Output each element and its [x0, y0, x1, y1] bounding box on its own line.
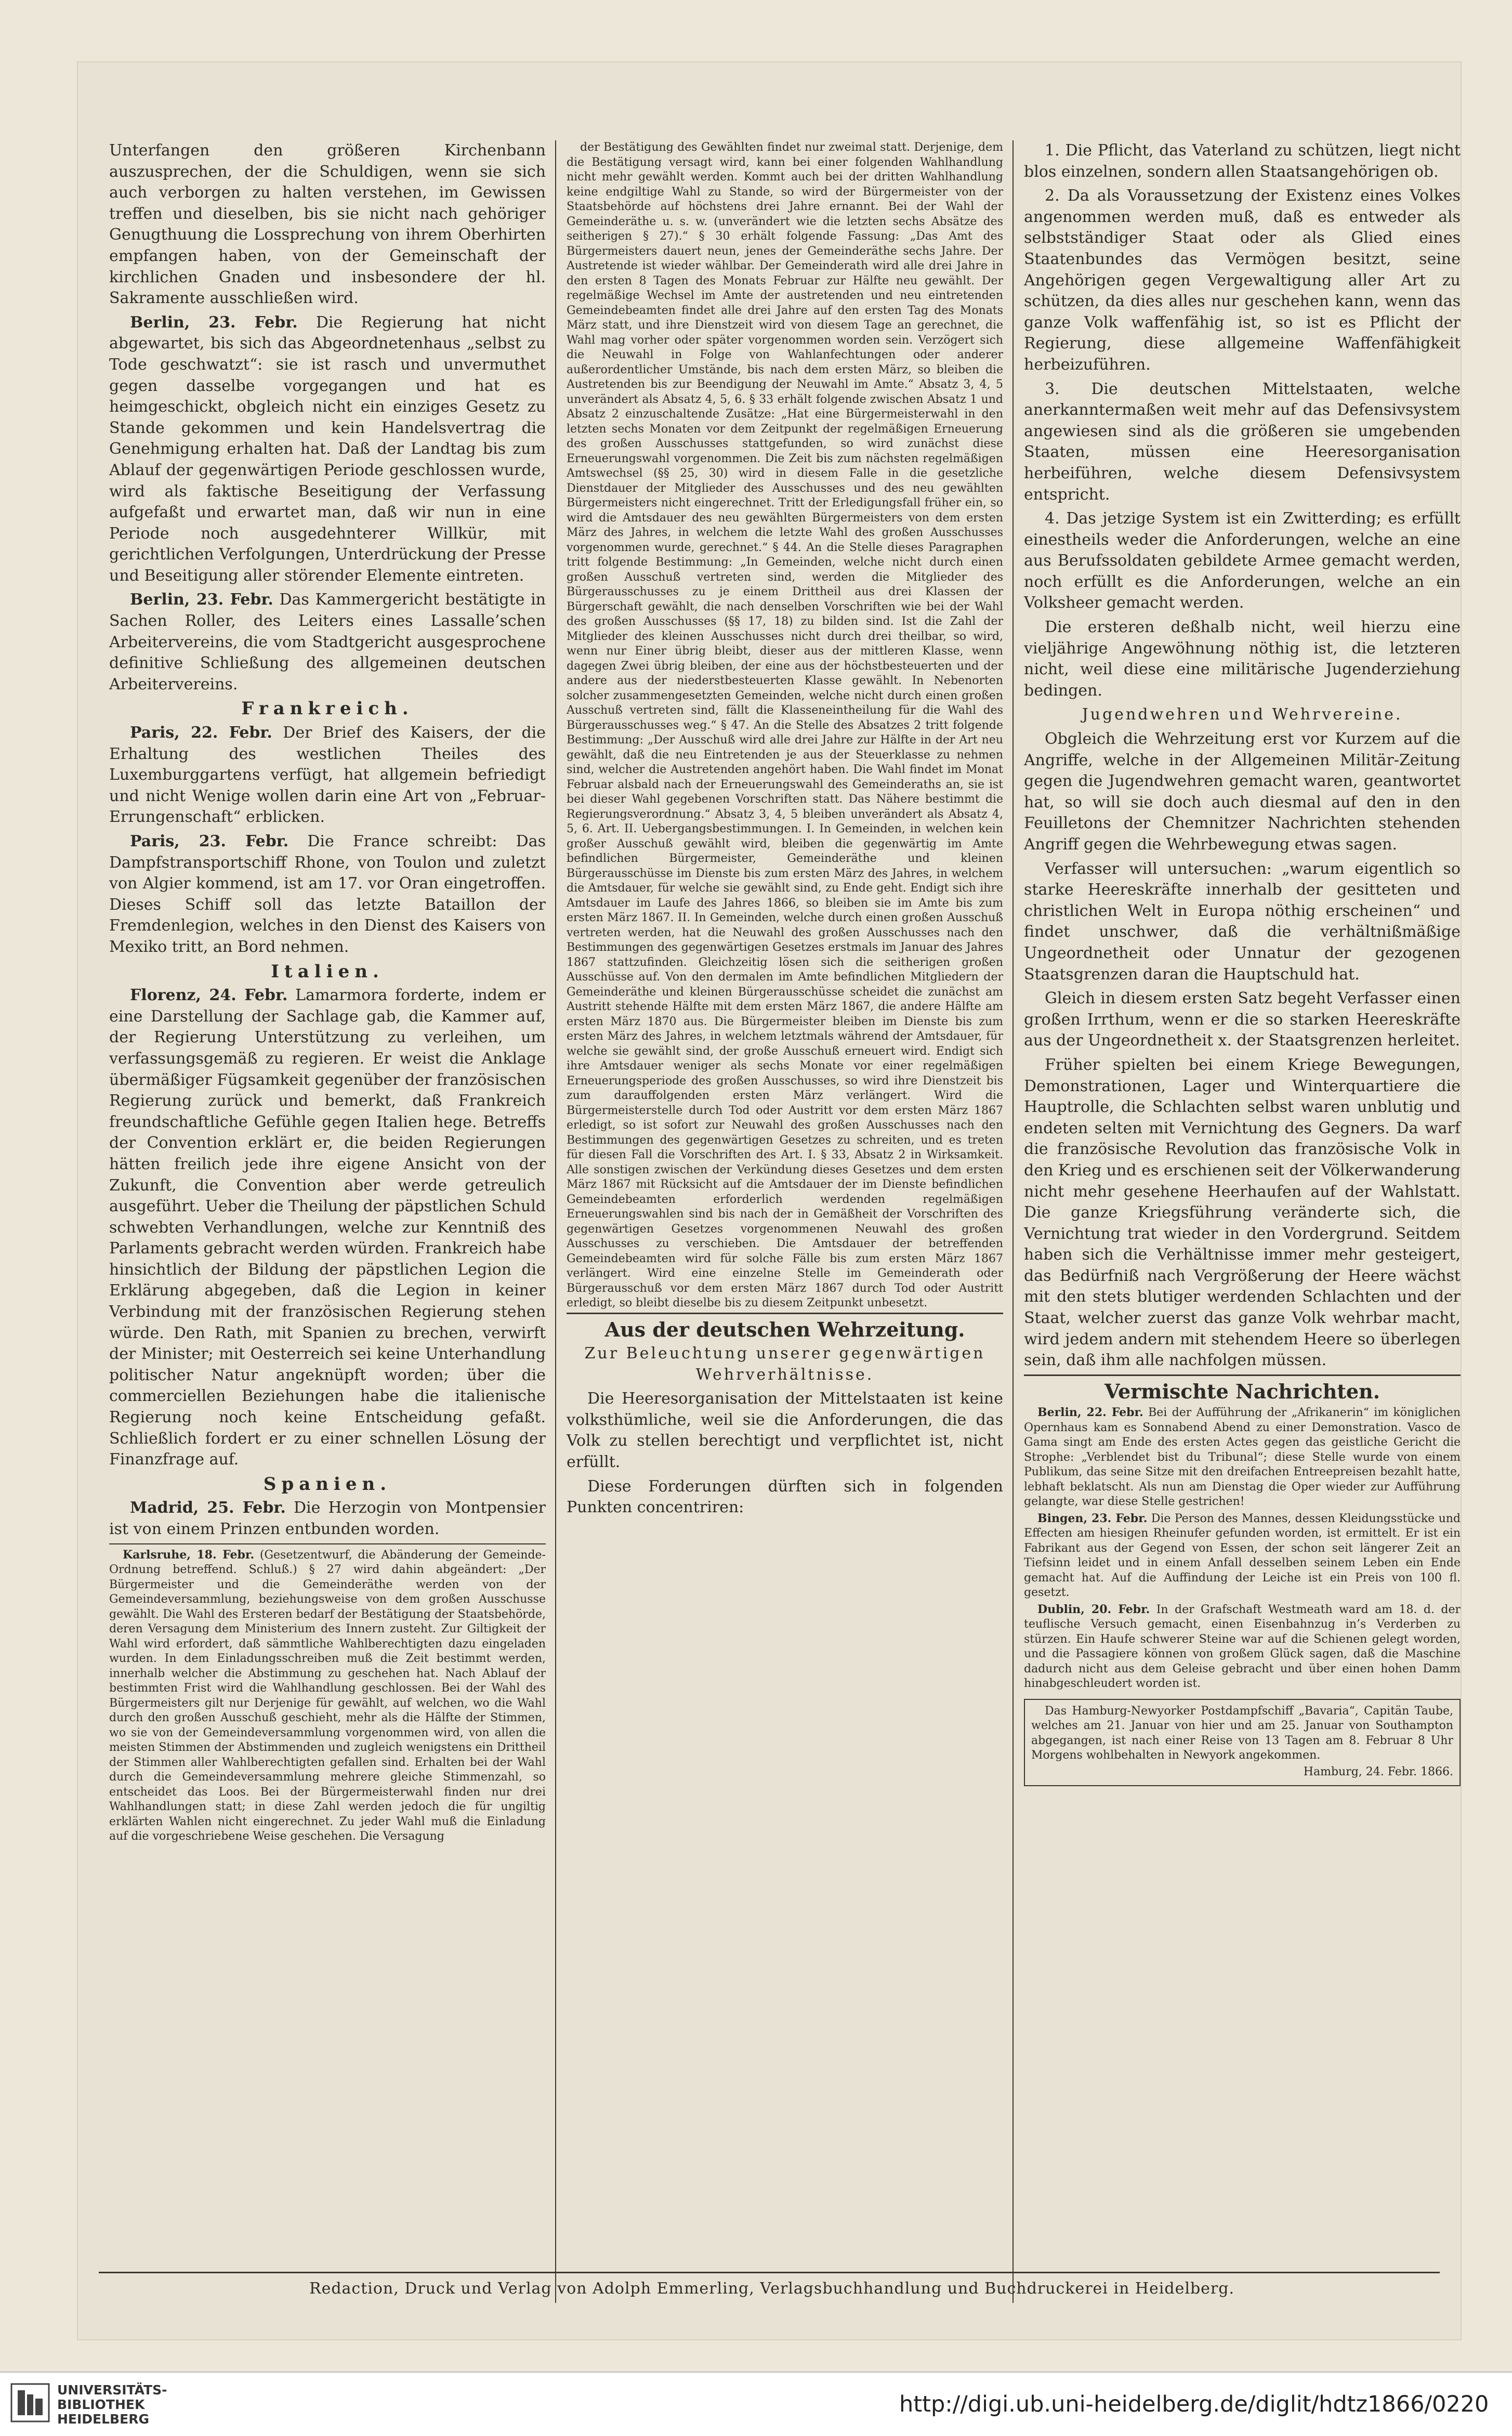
- permalink-url[interactable]: http://digi.ub.uni-heidelberg.de/diglit/hdtz1866/0220: [899, 2391, 1489, 2417]
- library-name: [57, 2383, 167, 2427]
- article-text: Unterfangen den größeren Kirchenbann auszusprechen, der die Schuldigen, wenn sie sich auch verborgen zu halten verstehen, im Gewissen treffen und dieselben, bis sie nicht nach gehöriger Genugthuung die Lossprechung von ihrem Oberhirten empfangen haben, von der Gemeinschaft der kirchlichen Gnaden und insbesondere der hl. Sakramente ausschließen wird.: [109, 141, 546, 308]
- article-text: 4. Das jetzige System ist ein Zwitterding; es erfüllt einestheils weder die Anforderungen, welche an eine aus Berufssoldaten gebildete Armee gemacht werden, noch erfüllt es die Anforderungen, welche an ein Volksheer gemacht werden.: [1024, 509, 1461, 612]
- column-1: [109, 140, 546, 1846]
- article-text: Die Person des Mannes, dessen Kleidungsstücke und Effecten am hiesigen Rheinufer gefunden worden, ist ermittelt. Er ist ein Fabrikant aus der Gegend von Essen, der schon seit längerer Zeit an Tiefsinn leidet und in einem Anfall desselben seinem Leben ein Ende gemacht hat. Auf die Auffindung der Leiche ist ein Preis von 100 fl. gesetzt.: [1024, 1512, 1461, 1600]
- library-name-line: BIBLIOTHEK: [57, 2397, 145, 2412]
- section-heading: Italien.: [271, 961, 384, 982]
- article: [109, 1548, 546, 1844]
- dateline: Bingen, 23. Febr.: [1037, 1511, 1148, 1525]
- article-text: (Gesetzentwurf, die Abänderung der Gemeinde-Ordnung betreffend. Schluß.) § 27 wird dahin abgeändert: „Der Bürgermeister und die Gemeinderäthe werden von der Gemeindeversammlung, beziehungsweise von dem großen Ausschusse gewählt. Die Wahl des Ersteren bedarf der Bestätigung der Staatsbehörde, deren Versagung dem Ministerium des Innern zusteht. Zur Giltigkeit der Wahl wird erfordert, daß sämmtliche Wahlberechtigten dazu eingeladen wurden. In dem Einladungsschreiben muß die Zeit bestimmt werden, innerhalb welcher die Abstimmung zu geschehen hat. Nach Ablauf der bestimmten Frist wird die Wahlhandlung geschlossen. Bei der Wahl des Bürgermeisters gilt nur Derjenige für gewählt, auf welchen, wo die Wahl durch den großen Ausschuß geschieht, mehr als die Hälfte der Stimmen, wo sie von der Gemeindeversammlung vorgenommen wird, von allen die meisten Stimmen der Abstimmenden und zugleich wenigstens ein Drittheil der Stimmen aller Wahlberechtigten gefallen sind. Erhalten bei der Wahl durch die Gemeindeversammlung mehrere gleiche Stimmenzahl, so entscheidet das Loos. Bei der Bürgermeisterwahl finden nur drei Wahlhandlungen statt; in diese Zahl werden jedoch die für ungiltig erklärten Wahlen nicht eingerechnet. Zu jeder Wahl muß die Einladung auf die vorgeschriebene Weise geschehen. Die Versagung: [109, 1548, 546, 1843]
- small-print-block: [567, 140, 1003, 1311]
- library-name-line: UNIVERSITÄTS-: [57, 2382, 167, 2398]
- dateline: Karlsruhe, 18. Febr.: [123, 1548, 255, 1562]
- dateline: Paris, 22. Febr.: [130, 724, 272, 742]
- footer-rule: [99, 2272, 1440, 2273]
- dateline: Berlin, 23. Febr.: [130, 313, 298, 332]
- section-heading: Aus der deutschen Wehrzeitung.: [567, 1313, 1003, 1341]
- article-text: Die ersteren deßhalb nicht, weil hierzu eine vieljährige Angewöhnung nöthig ist, die letzteren nicht, weil diese eine militärische Jugenderziehung bedingen.: [1024, 618, 1461, 700]
- shipping-notice: [1024, 1699, 1461, 1787]
- section-heading: Spanien.: [263, 1473, 392, 1495]
- small-print-block: [109, 1543, 546, 1844]
- article-text: Obgleich die Wehrzeitung erst vor Kurzem auf die Angriffe, welche in der Allgemeinen Militär-Zeitung gegen die Jugendwehren gemacht waren, geantwortet hat, so will sie doch auch diesmal auf den in den Feuilletons der Chemnitzer Nachrichten stehenden Angriff gegen die Wehrbewegung etwas sagen.: [1024, 730, 1461, 854]
- article-text: Verfasser will untersuchen: „warum eigentlich so starke Heereskräfte innerhalb der gesitteten und christlichen Welt in Europa nöthig erscheinen“ und findet unschwer, daß die verhältnißmäßige Ungeordnetheit oder Unnatur der gezogenen Staatsgrenzen daran die Hauptschuld hat.: [1024, 859, 1461, 984]
- column-3: [1024, 140, 1461, 1786]
- article-text: Früher spielten bei einem Kriege Bewegungen, Demonstrationen, Lager und Winterquartiere die Hauptrolle, die Schlachten selbst waren unblutig und endeten selten mit Vernichtung des Gegners. Da warf die französische Revolution das französische Volk in den Krieg und es erschienen seit der Völkerwanderung nicht mehr gesehene Heerhaufen auf der Wahlstatt. Die ganze Kriegsführung veränderte sich, die Vernichtung trat wieder in den Vordergrund. Seitdem haben sich die Verhältnisse immer mehr gesteigert, das Bedürfniß nach Vergrößerung der Heere wächst mit den stets blutiger werdenden Schlachten und der Staat, welcher zuerst das ganze Volk wehrbar macht, wird jedem andern mit stehendem Heere so überlegen sein, daß ihm alle nachfolgen müssen.: [1024, 1055, 1461, 1370]
- column-2: [567, 140, 1003, 1522]
- dateline: Berlin, 22. Febr.: [1037, 1406, 1143, 1420]
- dateline: Paris, 23. Febr.: [130, 832, 289, 850]
- dateline: Dublin, 20. Febr.: [1037, 1602, 1150, 1616]
- dateline: Florenz, 24. Febr.: [130, 986, 288, 1005]
- newspaper-page: [78, 62, 1461, 2339]
- section-heading: Vermischte Nachrichten.: [1024, 1374, 1461, 1403]
- article-text: Die France schreibt: Das Dampfstransportschiff Rhone, von Toulon und zuletzt von Algier kommend, ist am 17. vor Oran eingetroffen. Dieses Schiff soll das letzte Bataillon der Fremdenlegion, welches in den Dienst des Kaisers von Mexiko tritt, an Bord nehmen.: [109, 832, 546, 956]
- notice-text: Das Hamburg-Newyorker Postdampfschiff „Bavaria“, Capitän Taube, welches am 21. Januar von hier und am 25. Januar von Southampton abgegangen, ist nach einer Reise von 13 Tagen am 8. Februar 8 Uhr Morgens wohlbehalten in Newyork angekommen.: [1031, 1704, 1453, 1762]
- library-logo-icon: [10, 2383, 50, 2422]
- article-text: Die Herzogin von Montpensier ist von einem Prinzen entbunden worden.: [109, 1499, 546, 1538]
- article: [109, 1498, 546, 1540]
- column-divider: [1013, 140, 1014, 2303]
- article: [109, 590, 546, 695]
- dateline: Berlin, 23. Febr.: [130, 591, 273, 609]
- library-name-line: HEIDELBERG: [57, 2412, 149, 2427]
- article: [1024, 1602, 1461, 1692]
- article: [1024, 1511, 1461, 1601]
- article-text: Bei der Aufführung der „Afrikanerin“ im königlichen Opernhaus kam es Sonnabend Abend zu einer Demonstration. Vasco de Gama singt am Ende des ersten Actes gegen das geistliche Gericht die Strophe: „Verblendet bist du Tribunal“; diese Stelle wurde von einem Publikum, das seine Sitze mit den dreifachen Entreepreisen bezahlt hatte, lebhaft beklatscht. Als nun am Dienstag die Oper wieder zur Aufführung gelangte, war diese Stelle gestrichen!: [1024, 1406, 1461, 1509]
- article-text: 2. Da als Voraussetzung der Existenz eines Volkes angenommen werden muß, daß es entweder als selbstständiger Staat oder als Glied eines Staatenbundes das Vermögen besitzt, seine Angehörigen gegen Vergewaltigung aller Art zu schützen, da dies alles nur geschehen kann, wenn das ganze Volk waffenfähig ist, so ist es Pflicht der Regierung, diese allgemeine Waffenfähigkeit herbeizuführen.: [1024, 187, 1461, 374]
- article-text: Die Regierung hat nicht abgewartet, bis sich das Abgeordnetenhaus „selbst zu Tode geschwatzt“: sie ist rasch und unvermuthet gegen dasselbe vorgegangen und hat es heimgeschickt, obgleich nicht ein einziges Gesetz zu Stande gekommen und kein Handelsvertrag die Genehmigung erhalten hat. Daß der Landtag bis zum Ablauf der gegenwärtigen Periode geschlossen wurde, wird als faktische Beseitigung der Verfassung aufgefaßt und erwartet man, daß wir nun in eine Periode noch ausgedehnterer Willkür, mit gerichtlichen Verfolgungen, Unterdrückung der Presse und Beseitigung aller störender Elemente eintreten.: [109, 313, 546, 585]
- article-text: 1. Die Pflicht, das Vaterland zu schützen, liegt nicht blos einzelnen, sondern allen Staatsangehörigen ob.: [1024, 141, 1461, 181]
- library-footer-bar: [0, 2372, 1512, 2436]
- subheading: Zur Beleuchtung unserer gegenwärtigen Wehrverhältnisse.: [584, 1344, 985, 1384]
- article: [1024, 1405, 1461, 1510]
- article-text: Die Heeresorganisation der Mittelstaaten ist keine volksthümliche, weil sie die Anforderungen, die das Volk zu stellen berechtigt und verpflichtet ist, nicht erfüllt.: [567, 1390, 1003, 1472]
- imprint-line: Redaction, Druck und Verlag von Adolph Emmerling, Verlagsbuchhandlung und Buchdruckerei in Heidelberg.: [309, 2280, 1234, 2298]
- subheading: Jugendwehren und Wehrvereine.: [1082, 705, 1403, 724]
- article-text: der Bestätigung des Gewählten findet nur zweimal statt. Derjenige, dem die Bestätigung versagt wird, kann bei einer folgenden Wahlhandlung nicht mehr gewählt werden. Kommt auch bei der dritten Wahlhandlung keine endgiltige Wahl zu Stande, so wird der Bürgermeister von der Staatsbehörde auf höchstens drei Jahre ernannt. Bei der Wahl der Gemeinderäthe u. s. w. (unverändert wie die letzten sechs Absätze des seitherigen § 27).“ § 30 erhält folgende Fassung: „Das Amt des Bürgermeisters dauert neun, jenes der Gemeinderäthe sechs Jahre. Der Austretende ist wieder wählbar. Der Gemeinderath wird alle drei Jahre in den ersten 8 Tagen des Monats Februar zur Hälfte neu gewählt. Der regelmäßige Wechsel im Amte der austretenden und neu eintretenden Gemeindebeamten findet alle drei Jahre auf den ersten Tag des Monats März statt, und ihre Dienstzeit wird von diesem Tage an gerechnet, die Wahl mag vorher oder später vorgenommen worden sein. Verzögert sich die Neuwahl in Folge von Wahlanfechtungen oder anderer außerordentlicher Umstände, bis nach dem ersten März, so bleiben die Austretenden bis zur Beendigung der Neuwahl im Amte.“ Absatz 3, 4, 5 unverändert als Absatz 4, 5, 6. § 33 erhält folgende zwischen Absatz 1 und Absatz 2 einzuschaltende Zusätze: „Hat eine Bürgermeisterwahl in den letzten sechs Monaten vor dem Zeitpunkt der regelmäßigen Erneuerung des großen Ausschusses stattgefunden, so wird zunächst diese Erneuerungswahl vorgenommen. Die Zeit bis zum nächsten regelmäßigen Amtswechsel (§§ 25, 30) wird in diesem Falle in die gesetzliche Dienstdauer der Mitglieder des Ausschusses und des neu gewählten Bürgermeisters nicht eingerechnet. Tritt der Erledigungsfall früher ein, so wird die Amtsdauer des neu gewählten Bürgermeisters von dem ersten März des Jahres, in welchem die letzte Wahl des großen Ausschusses vorgenommen wurde, gerechnet.“ § 44. An die Stelle dieses Paragraphen tritt folgende Bestimmung: „In Gemeinden, welche nicht durch einen großen Ausschuß vertreten sind, werden die Mitglieder des Bürgerausschusses zu je einem Drittheil aus drei Klassen der Bürgerschaft gewählt, die nach denselben Vorschriften wie bei der Wahl des großen Ausschusses (§§ 17, 18) zu bilden sind. Ist die Zahl der Mitglieder des kleinen Ausschusses nicht durch drei theilbar, so wird, wenn nur Einer übrig bleibt, dieser aus der mittleren Klasse, wenn dagegen Zwei übrig bleiben, der eine aus der höchstbesteuerten und der andere aus der niederstbesteuerten Klasse gewählt. In Nebenorten solcher zusammengesetzten Gemeinden, welche nicht durch einen großen Ausschuß vertreten sind, fällt die Klasseneintheilung für die Wahl des Bürgerausschusses weg.“ § 47. An die Stelle des Absatzes 2 tritt folgende Bestimmung: „Der Ausschuß wird alle drei Jahre zur Hälfte in der Art neu gewählt, daß die neu Eintretenden je aus der Steuerklasse zu nehmen sind, welcher die Austretenden angehört haben. Die Wahl findet im Monat Februar alsbald nach der Erneuerungswahl des Gemeinderaths an, sie ist bei dieser Wahl gegebenen Vorschriften statt. Das Nähere bestimmt die Regierungsverordnung.“ Absatz 3, 4, 5 bleiben unverändert als Absatz 4, 5, 6. Art. II. Uebergangsbestimmungen. I. In Gemeinden, in welchen kein großer Ausschuß gewählt wird, bleiben die gegenwärtig im Amte befindlichen Bürgermeister, Gemeinderäthe und kleinen Bürgerausschüsse im Dienste bis zum ersten März des Jahres, in welchem die Amtsdauer, für welche sie gewählt sind, zu Ende geht. Endigt sich ihre Amtsdauer im Laufe des Jahres 1866, so bleiben sie im Amte bis zum ersten März 1867. II. In Gemeinden, welche durch einen großen Ausschuß vertreten werden, hat die Neuwahl des großen Ausschusses nach den Bestimmungen des gegenwärtigen Gesetzes erstmals im Januar des Jahres 1867 stattzufinden. Gleichzeitig lösen sich die seitherigen großen Ausschüsse auf. Von den dermalen im Amte befindlichen Mitgliedern der Gemeinderäthe und kleinen Bürgerausschüsse scheidet die zunächst am Austritt stehende Hälfte mit dem ersten März 1867, die andere Hälfte am ersten März 1870 aus. Die Bürgermeister bleiben im Dienste bis zum ersten März des Jahres, in welchem letztmals während der Amtsdauer, für welche sie gewählt sind, der große Ausschuß erneuert wird. Endigt sich ihre Amtsdauer weniger als sechs Monate vor einer regelmäßigen Erneuerungsperiode des großen Ausschusses, so wird ihre Dienstzeit bis zum darauffolgenden ersten März verlängert. Wird die Bürgermeisterstelle durch Tod oder Austritt vor dem ersten März 1867 erledigt, so ist sofort zur Neuwahl des großen Ausschusses nach den Bestimmungen des gegenwärtigen Gesetzes zu schreiten, und es treten für diesen Fall die Vorschriften des Art. I. § 33, Absatz 2 in Wirksamkeit. Alle sonstigen zwischen der Verkündung dieses Gesetzes und dem ersten März 1867 mit Rücksicht auf die Amtsdauer der im Dienste befindlichen Gemeindebeamten erforderlich werdenden regelmäßigen Erneuerungswahlen sind bis nach der in Gemäßheit der Vorschriften des gegenwärtigen Gesetzes vorgenommenen Neuwahl des großen Ausschusses zu verschieben. Die Amtsdauer der betreffenden Gemeindebeamten wird für solche Fälle bis zum ersten März 1867 verlängert. Wird eine einzelne Stelle im Gemeinderath oder Bürgerausschuß vor dem ersten März 1867 durch Tod oder Austritt erledigt, so bleibt dieselbe bis zu diesem Zeitpunkt unbesetzt.: [567, 141, 1003, 1309]
- column-divider: [555, 140, 556, 2303]
- article-text: Gleich in diesem ersten Satz begeht Verfasser einen großen Irrthum, wenn er die so starken Heereskräfte aus der Ungeordnetheit x. der Staatsgrenzen herleitet.: [1024, 989, 1461, 1050]
- article-text: Der Brief des Kaisers, der die Erhaltung des westlichen Theiles des Luxemburggartens verfügt, hat allgemein befriedigt und nicht Wenige wollen darin eine Art von „Februar-Errungenschaft“ erblicken.: [109, 724, 546, 827]
- article-text: In der Grafschaft Westmeath ward am 18. d. der teuflische Versuch gemacht, einen Eisenbahnzug in’s Verderben zu stürzen. Ein Haufe schwerer Steine war auf die Schienen gelegt worden, und die Passagiere können von großem Glück sagen, daß die Maschine dadurch nicht aus dem Geleise gebracht und über einen hohen Damm hinabgeschleudert worden ist.: [1024, 1603, 1461, 1691]
- article: [109, 831, 546, 958]
- small-print-block: [1024, 1405, 1461, 1786]
- article: [109, 723, 546, 828]
- article: [109, 312, 546, 587]
- article-text: 3. Die deutschen Mittelstaaten, welche anerkanntermaßen weit mehr auf das Defensivsystem angewiesen sind als die größeren sie umgebenden Staaten, müssen eine Heeresorganisation herbeiführen, welche diesem Defensivsystem entspricht.: [1024, 379, 1461, 504]
- article-text: Diese Forderungen dürften sich in folgenden Punkten concentriren:: [567, 1477, 1003, 1517]
- notice-date: Hamburg, 24. Febr. 1866.: [1303, 1765, 1453, 1778]
- article-text: Lamarmora forderte, indem er eine Darstellung der Sachlage gab, die Kammer auf, der Regierung Unterstützung zu verleihen, um verfassungsgemäß zu regieren. Er weist die Anklage übermäßiger Fügsamkeit gegenüber der französischen Regierung zurück und bemerkt, daß Frankreich freundschaftliche Gefühle gegen Italien hege. Betreffs der Convention erklärt er, die beiden Regierungen hätten freilich jede ihre eigene Ansicht von der Zukunft, die Convention aber werde getreulich ausgeführt. Ueber die Theilung der päpstlichen Schuld schwebten Verhandlungen, welche zur Kenntniß des Parlaments gebracht werden würden. Frankreich habe hinsichtlich der Bildung der päpstlichen Legion die Erklärung abgegeben, daß die Legion in keiner Verbindung mit der französischen Regierung stehen würde. Den Rath, mit Spanien zu brechen, verwirft der Minister; mit Oesterreich sei keine Unterhandlung politischer Natur angeknüpft worden; über die commerciellen Beziehungen habe die italienische Regierung noch keine Entscheidung gefaßt. Schließlich fordert er zu einer schnellen Lösung der Finanzfrage auf.: [109, 986, 546, 1469]
- article-text: Das Kammergericht bestätigte in Sachen Roller, des Leiters eines Lassalle’schen Arbeitervereins, die vom Stadtgericht ausgesprochene definitive Schließung des allgemeinen deutschen Arbeitervereins.: [109, 591, 546, 693]
- dateline: Madrid, 25. Febr.: [130, 1499, 286, 1517]
- article: [109, 985, 546, 1471]
- section-heading: Frankreich.: [241, 698, 414, 719]
